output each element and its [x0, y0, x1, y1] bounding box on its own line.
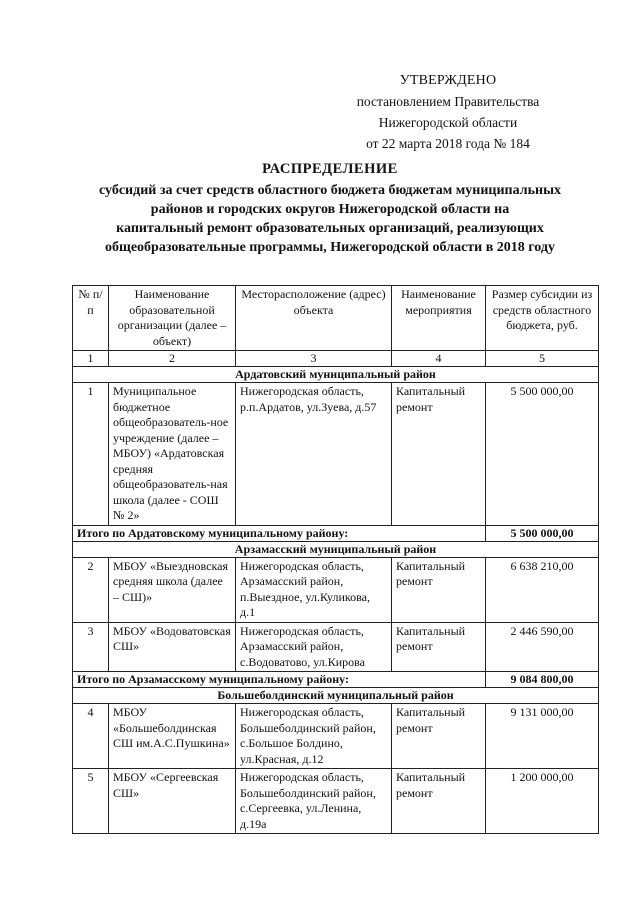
- table-row: [73, 769, 599, 834]
- region-row: [73, 541, 599, 557]
- title-subtitle-line: общеобразовательные программы, Нижегородской области в 2018 году: [105, 240, 555, 255]
- column-number: 2: [109, 351, 236, 367]
- row-organization: МБОУ «Большеболдинская СШ им.А.С.Пушкина»: [109, 704, 236, 769]
- approval-heading: УТВЕРЖДЕНО: [399, 73, 497, 88]
- table-row: [73, 383, 599, 526]
- header-amount: Размер субсидии из средств областного бюджета, руб.: [486, 286, 599, 351]
- row-amount: 6 638 210,00: [486, 557, 599, 622]
- column-numbers-row: [73, 351, 599, 367]
- row-measure: Капитальный ремонт: [392, 622, 486, 672]
- table-row: [73, 704, 599, 769]
- title-subtitle-line: субсидий за счет средств областного бюджета бюджетам муниципальных: [98, 183, 562, 198]
- table-header-row: [73, 286, 599, 351]
- row-organization: МБОУ «Сергеевская СШ»: [109, 769, 236, 834]
- approval-line-2: Нижегородской области: [378, 115, 518, 130]
- row-number: 2: [73, 557, 109, 622]
- title-subtitle-line: капитальный ремонт образовательных организаций, реализующих: [116, 221, 544, 236]
- region-name: Большеболдинский муниципальный район: [73, 688, 599, 704]
- region-name: Ардатовский муниципальный район: [73, 367, 599, 383]
- row-address: Нижегородская область, Большеболдинский район, с.Большое Болдино, ул.Красная, д.12: [236, 704, 392, 769]
- header-measure: Наименование мероприятия: [392, 286, 486, 351]
- approval-line-1: постановлением Правительства: [356, 94, 540, 109]
- total-row: [73, 525, 599, 541]
- row-address: Нижегородская область, Арзамасский район, п.Выездное, ул.Куликова, д.1: [236, 557, 392, 622]
- column-number: 5: [486, 351, 599, 367]
- row-amount: 5 500 000,00: [486, 383, 599, 526]
- row-measure: Капитальный ремонт: [392, 704, 486, 769]
- header-number: № п/п: [73, 286, 109, 351]
- row-address: Нижегородская область, Большеболдинский район, с.Сергеевка, ул.Ленина, д.19а: [236, 769, 392, 834]
- column-number: 1: [73, 351, 109, 367]
- row-amount: 1 200 000,00: [486, 769, 599, 834]
- row-measure: Капитальный ремонт: [392, 557, 486, 622]
- row-number: 4: [73, 704, 109, 769]
- row-number: 1: [73, 383, 109, 526]
- row-organization: МБОУ «Водоватовская СШ»: [109, 622, 236, 672]
- row-measure: Капитальный ремонт: [392, 383, 486, 526]
- row-number: 5: [73, 769, 109, 834]
- column-number: 3: [236, 351, 392, 367]
- header-organization: Наименование образовательной организации (далее – объект): [109, 286, 236, 351]
- row-organization: МБОУ «Выездновская средняя школа (далее – СШ)»: [109, 557, 236, 622]
- document-title: [50, 160, 610, 257]
- row-amount: 2 446 590,00: [486, 622, 599, 672]
- table-row: [73, 622, 599, 672]
- row-address: Нижегородская область, р.п.Ардатов, ул.Зуева, д.57: [236, 383, 392, 526]
- row-number: 3: [73, 622, 109, 672]
- approval-line-3: от 22 марта 2018 года № 184: [366, 136, 530, 151]
- table-row: [73, 557, 599, 622]
- total-label: Итого по Ардатовскому муниципальному району:: [73, 525, 486, 541]
- title-subtitle-line: районов и городских округов Нижегородской области на: [150, 202, 510, 217]
- column-number: 4: [392, 351, 486, 367]
- row-address: Нижегородская область, Арзамасский район, с.Водоватово, ул.Кирова: [236, 622, 392, 672]
- title-main: РАСПРЕДЕЛЕНИЕ: [262, 161, 398, 177]
- row-organization: Муниципальное бюджетное общеобразователь-ное учреждение (далее – МБОУ) «Ардатовская средняя общеобразователь-ная школа (далее - СОШ № 2»: [109, 383, 236, 526]
- region-row: [73, 367, 599, 383]
- total-label: Итого по Арзамасскому муниципальному району:: [73, 672, 486, 688]
- row-amount: 9 131 000,00: [486, 704, 599, 769]
- approval-stamp: [318, 70, 578, 154]
- total-row: [73, 672, 599, 688]
- total-amount: 5 500 000,00: [486, 525, 599, 541]
- distribution-table: [72, 285, 599, 834]
- row-measure: Капитальный ремонт: [392, 769, 486, 834]
- header-address: Месторасположение (адрес) объекта: [236, 286, 392, 351]
- region-name: Арзамасский муниципальный район: [73, 541, 599, 557]
- region-row: [73, 688, 599, 704]
- total-amount: 9 084 800,00: [486, 672, 599, 688]
